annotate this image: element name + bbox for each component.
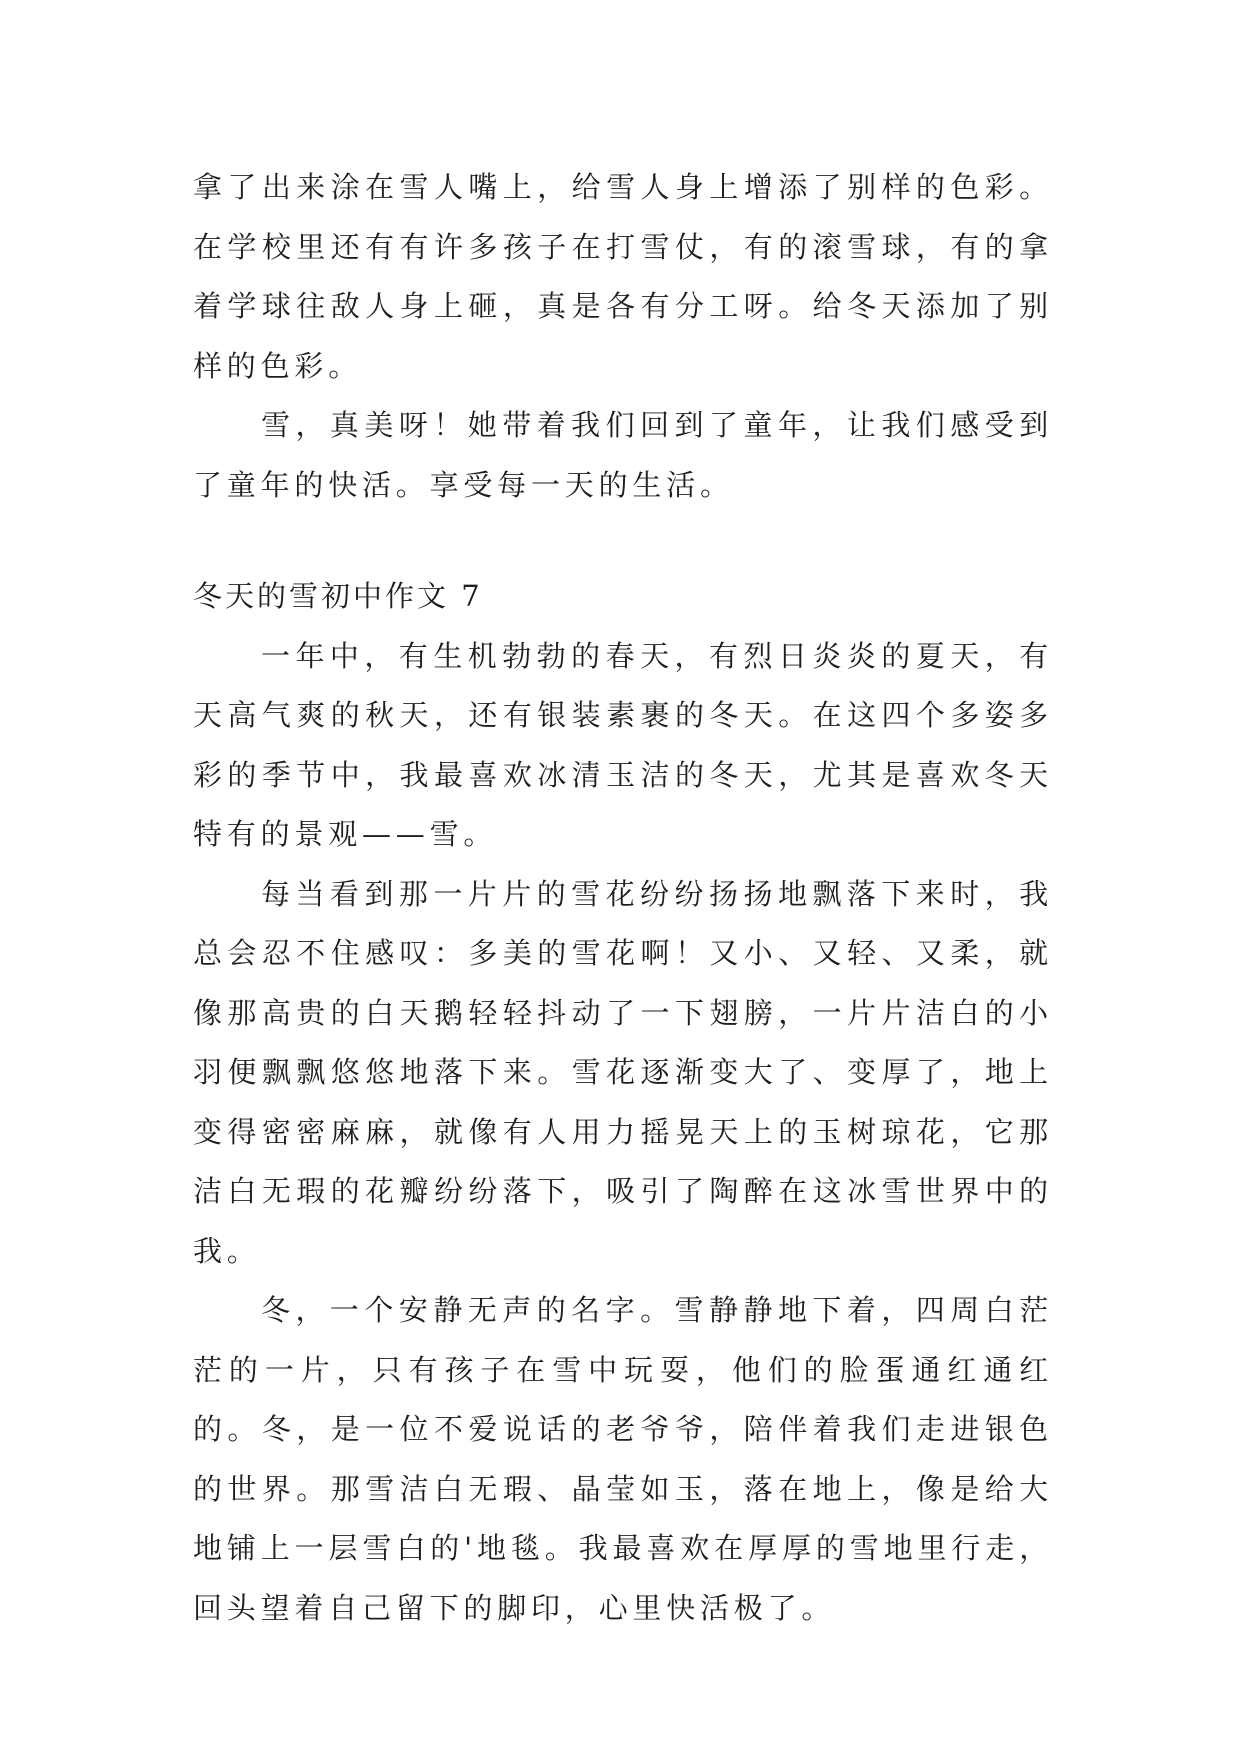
paragraph-snowflakes: 每当看到那一片片的雪花纷纷扬扬地飘落下来时，我总会忍不住感叹：多美的雪花啊！又小、又轻、又柔，就像那高贵的白天鹅轻轻抖动了一下翅膀，一片片洁白的小羽便飘飘悠悠地落下来。雪花逐渐变大了、变厚了，地上变得密密麻麻，就像有人用力摇晃天上的玉树琼花，它那洁白无瑕的花瓣纷纷落下，吸引了陶醉在这冰雪世界中的我。 — [193, 876, 1053, 1268]
document-body — [193, 158, 1053, 1638]
section-title: 冬天的雪初中作文 7 — [193, 579, 483, 613]
paragraph-winter-quiet: 冬，一个安静无声的名字。雪静静地下着，四周白茫茫的一片，只有孩子在雪中玩耍，他们的脸蛋通红通红的。冬，是一位不爱说话的老爷爷，陪伴着我们走进银色的世界。那雪洁白无瑕、晶莹如玉，落在地上，像是给大地铺上一层雪白的'地毯。我最喜欢在厚厚的雪地里行走，回头望着自己留下的脚印，心里快活极了。 — [193, 1293, 1053, 1625]
paragraph-snow-beautiful: 雪，真美呀！她带着我们回到了童年，让我们感受到了童年的快活。享受每一天的生活。 — [193, 408, 1053, 502]
paragraph-seasons: 一年中，有生机勃勃的春天，有烈日炎炎的夏天，有天高气爽的秋天，还有银装素裹的冬天。在这四个多姿多彩的季节中，我最喜欢冰清玉洁的冬天，尤其是喜欢冬天特有的景观——雪。 — [193, 638, 1053, 851]
paragraph-continued: 拿了出来涂在雪人嘴上，给雪人身上增添了别样的色彩。在学校里还有有许多孩子在打雪仗，有的滚雪球，有的拿着学球往敌人身上砸，真是各有分工呀。给冬天添加了别样的色彩。 — [193, 170, 1053, 383]
